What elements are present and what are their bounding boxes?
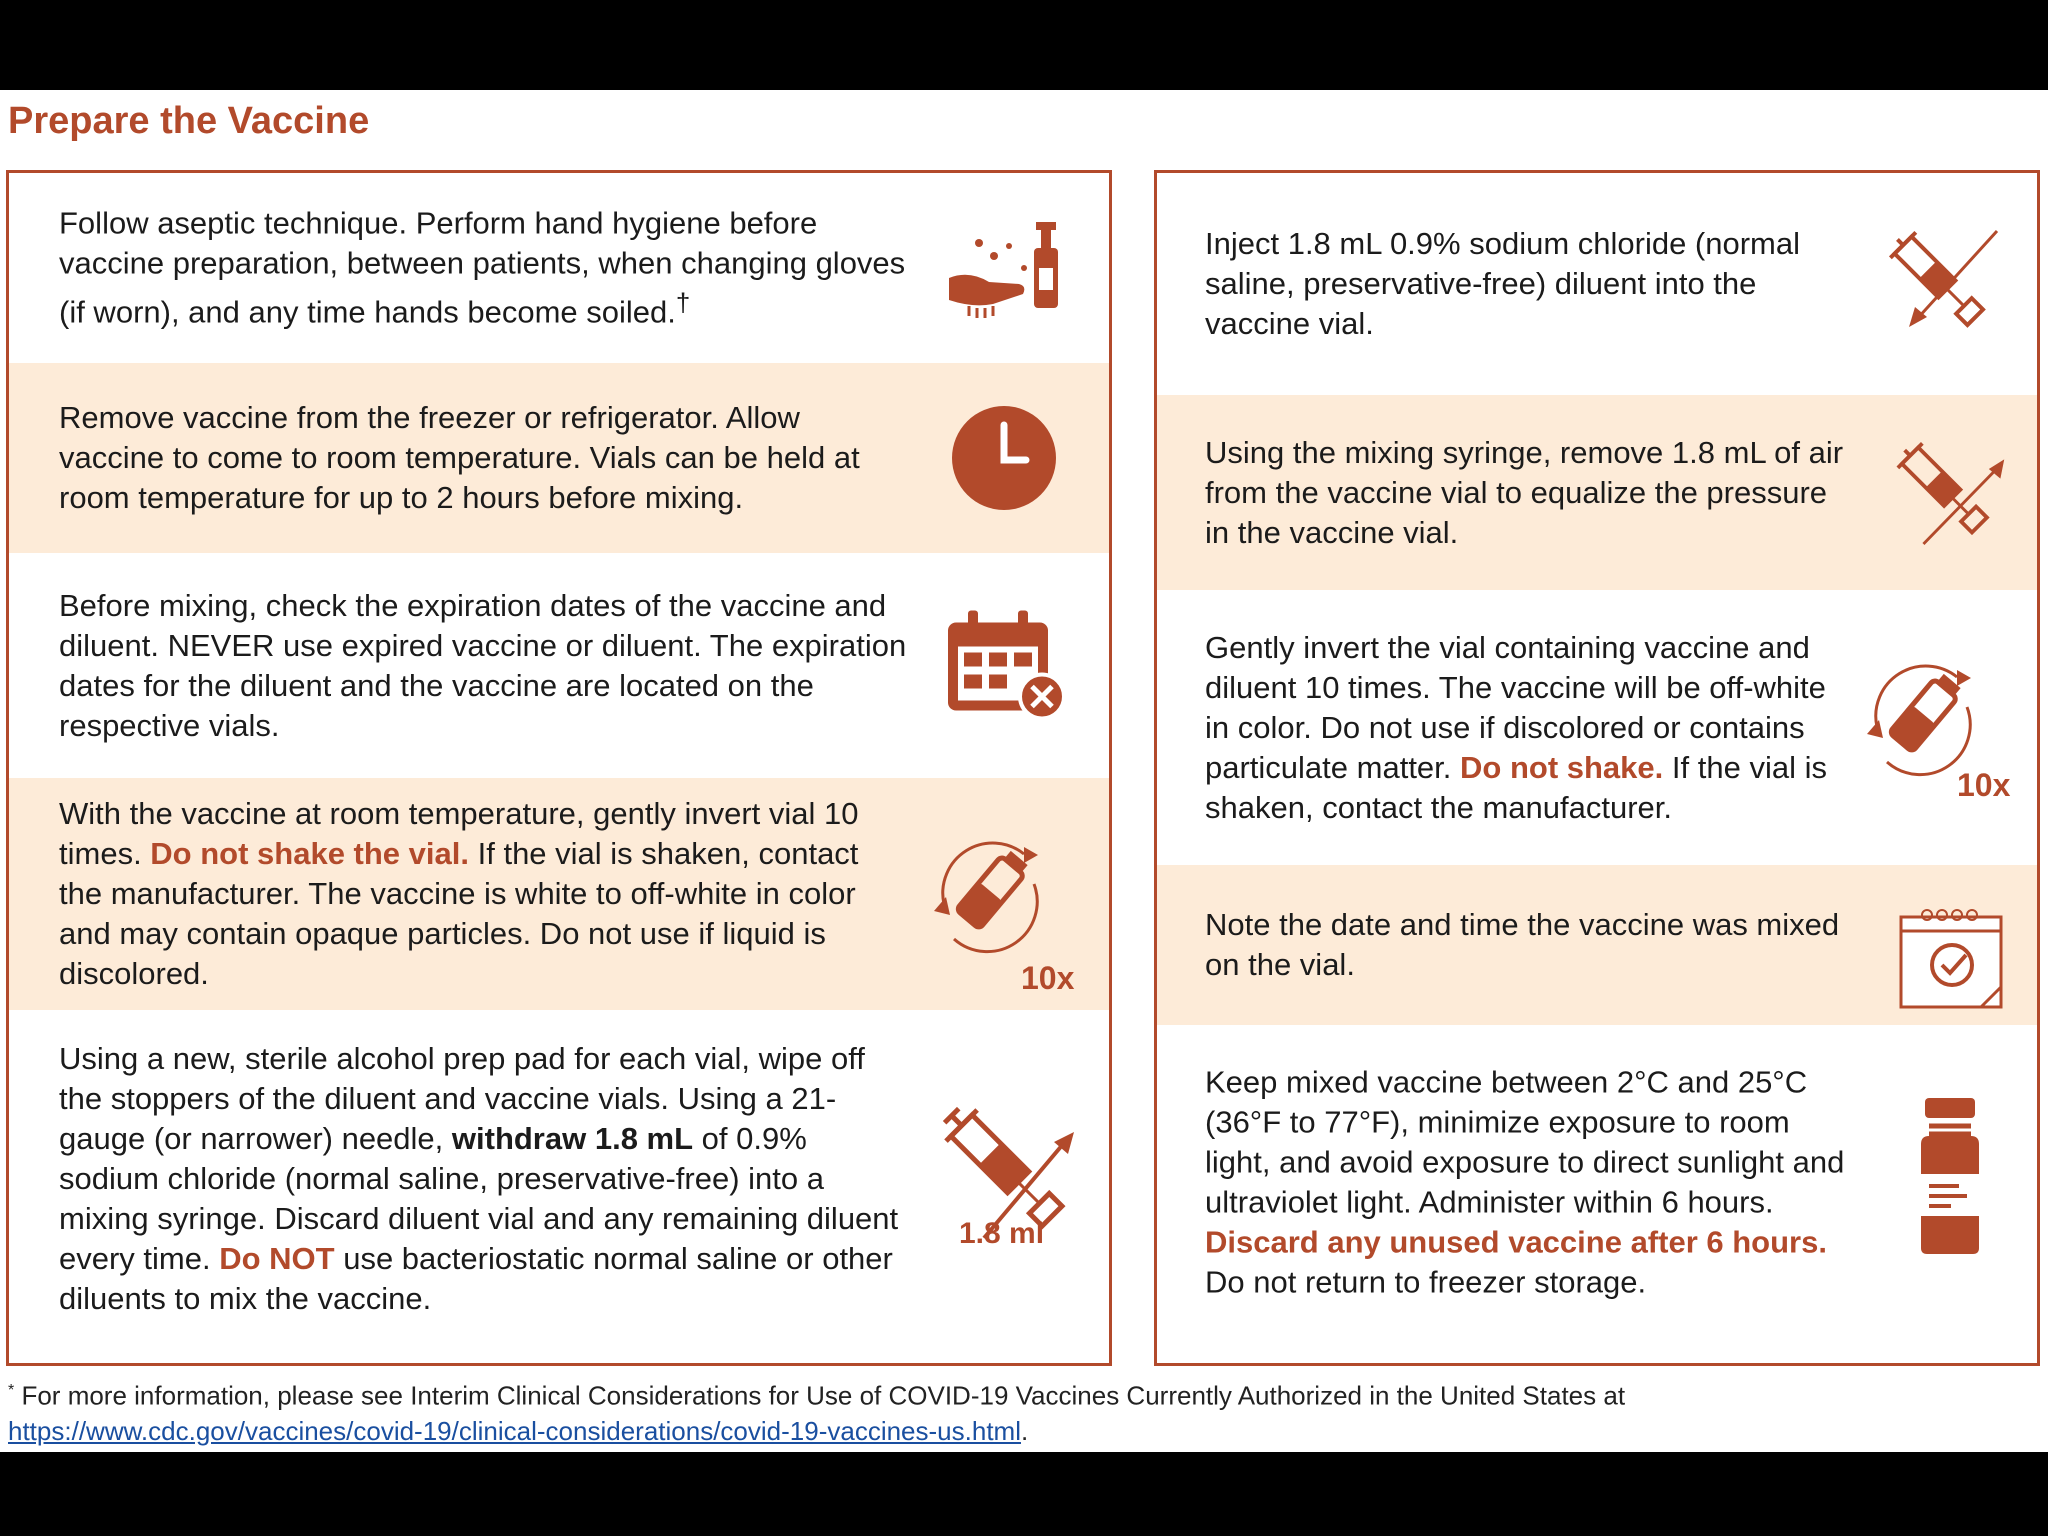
calendar-expired-icon	[944, 608, 1069, 723]
step-note-date-time	[1157, 865, 2037, 1025]
step-text: Gently invert the vial containing vaccine and diluent 10 times. The vaccine will be off-white in color. Do not use if discolored or contains particulate matter. Do not shake. If the vial is shaken, contact the manufacturer.	[1205, 629, 1827, 825]
step-text: Follow aseptic technique. Perform hand hygiene before vaccine preparation, between patients, when changing gloves (if worn), and any time hands become soiled.†	[59, 205, 906, 330]
step-text: Inject 1.8 mL 0.9% sodium chloride (normal saline, preservative-free) diluent into the vaccine vial.	[1205, 226, 1801, 341]
invert-count-label: 10x	[1021, 960, 1075, 996]
step-invert-mixed-vial	[1157, 590, 2037, 865]
step-text: With the vaccine at room temperature, gently invert vial 10 times. Do not shake the vial. If the vial is shaken, contact the manufacturer. The vaccine is white to off-white in color and may contain opaque particles. Do not use if liquid is discolored.	[59, 796, 859, 991]
step-remove-air	[1157, 395, 2037, 590]
invert-vial-icon	[924, 829, 1054, 959]
invert-vial-icon	[1857, 652, 1987, 782]
step-text: Using the mixing syringe, remove 1.8 mL of air from the vaccine vial to equalize the pressure in the vaccine vial.	[1205, 434, 1844, 550]
step-check-expiration	[9, 553, 1109, 778]
syringe-inject-icon	[1877, 219, 2007, 349]
step-inject-diluent	[1157, 173, 2037, 395]
footnote-text: For more information, please see Interim Clinical Considerations for Use of COVID-19 Vaccines Currently Authorized in the United States at	[21, 1380, 1626, 1411]
withdraw-amount-label: 1.8 ml	[959, 1217, 1045, 1250]
cdc-link[interactable]: https://www.cdc.gov/vaccines/covid-19/clinical-considerations/covid-19-vaccines-us.html	[8, 1415, 1021, 1446]
vaccine-vial-icon	[1915, 1096, 1985, 1256]
step-text: Keep mixed vaccine between 2°C and 25°C (36°F to 77°F), minimize exposure to room light, and avoid exposure to direct sunlight and ultraviolet light. Administer within 6 hours. Discard any unused vaccine after 6 hours. Do not return to freezer storage.	[1205, 1064, 1845, 1300]
vaccine-prep-sheet	[0, 90, 2048, 1452]
footnote	[8, 1373, 2028, 1449]
step-withdraw-diluent	[9, 1010, 1109, 1366]
left-steps-panel	[6, 170, 1112, 1366]
syringe-remove-air-icon	[1885, 430, 2010, 555]
invert-count-label: 10x	[1957, 767, 2011, 803]
step-text: Note the date and time the vaccine was mixed on the vial.	[1205, 907, 1840, 982]
footnote-end: .	[1020, 1415, 1029, 1446]
footnote-mark: *	[8, 1382, 15, 1399]
step-text: Before mixing, check the expiration dates of the vaccine and diluent. NEVER use expired vaccine or diluent. The expiration dates for the diluent and the vaccine are located on the respective vials.	[59, 587, 907, 743]
hand-sanitizer-icon	[939, 208, 1069, 328]
step-text: Remove vaccine from the freezer or refrigerator. Allow vaccine to come to room temperature. Vials can be held at room temperature for up to 2 hours before mixing.	[59, 400, 860, 515]
step-room-temperature	[9, 363, 1109, 553]
right-steps-panel	[1154, 170, 2040, 1366]
step-invert-vial	[9, 778, 1109, 1010]
clock-icon	[949, 403, 1059, 513]
step-text: Using a new, sterile alcohol prep pad for each vial, wipe off the stoppers of the diluent and vaccine vials. Using a 21-gauge (or narrower) needle, withdraw 1.8 mL of 0.9% sodium chloride (normal saline, preservative-free) into a mixing syringe. Discard diluent vial and any remaining diluent every time. Do NOT use bacteriostatic normal saline or other diluents to mix the vaccine.	[59, 1040, 899, 1316]
page-title: Prepare the Vaccine	[8, 100, 370, 142]
step-hand-hygiene	[9, 173, 1109, 363]
calendar-check-icon	[1897, 903, 2007, 1013]
step-storage	[1157, 1025, 2037, 1366]
